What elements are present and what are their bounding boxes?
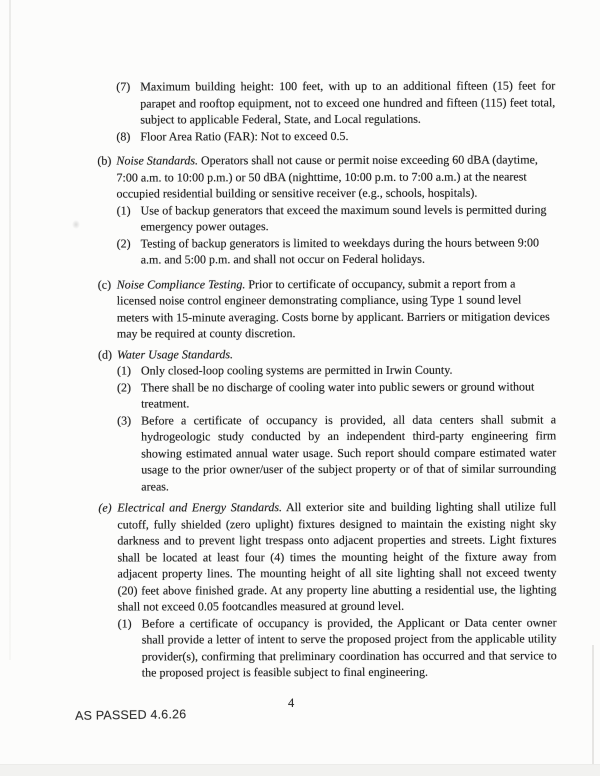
clause-7 <box>116 77 555 128</box>
clause-8 <box>116 127 555 145</box>
section-d-item-1-label: (1) <box>116 363 131 378</box>
clause-8-label: (8) <box>116 129 131 144</box>
section-b-item-1-label: (1) <box>116 203 131 218</box>
section-d <box>98 345 556 495</box>
section-d-item-2 <box>117 378 556 412</box>
section-c-heading: Noise Compliance Testing. <box>116 276 246 292</box>
document-content <box>97 77 557 681</box>
section-c-paragraph <box>117 275 556 342</box>
section-d-item-3-text: Before a certificate of occupancy is provided, all data centers shall submit a hydrogeologic study conducted by an independent third-party engineering firm showing estimated annual water usage. Such report should compare estimated water usage to the prior owner/user of the subject property or of that of similar surrounding areas. <box>141 411 557 493</box>
section-c-body: Prior to certificate of occupancy, submit a report from a licensed noise control engineer demonstrating compliance, using Type 1 sound level meters with 15-minute averaging. Costs borne by applicant. Barriers or mitigation devices may be required at county discretion. <box>116 276 550 341</box>
section-b-label: (b) <box>97 153 112 168</box>
scan-smudge <box>72 220 80 229</box>
section-e-item-1-text: Before a certificate of occupancy is provided, the Applicant or Data center owner shall provide a letter of intent to serve the proposed project from the applicable utility provider(s), confirming that preliminary coordination has occurred and that service to the proposed project is feasible subject to final engineering. <box>141 614 557 680</box>
section-b-item-2-label: (2) <box>116 236 131 251</box>
section-c-label: (c) <box>97 277 112 292</box>
section-b-item-2 <box>117 234 556 268</box>
section-b <box>97 151 555 268</box>
section-d-item-1-text: Only closed-loop cooling systems are permitted in Irwin County. <box>140 362 453 378</box>
scan-edge-bottom <box>0 764 600 776</box>
section-e-item-1 <box>118 614 557 681</box>
section-b-item-1 <box>117 201 556 235</box>
scan-edge-left <box>9 0 11 660</box>
clause-7-text: Maximum building height: 100 feet, with up to an additional fifteen (15) feet for parapet and rooftop equipment, not to exceed one hundred and fifteen (115) feet total, subject to applicable Federal, State, and Local regulations. <box>140 78 556 127</box>
section-b-paragraph <box>116 151 555 202</box>
section-e-label: (e) <box>98 500 112 515</box>
section-e-paragraph <box>117 498 556 615</box>
section-d-item-3 <box>117 411 556 495</box>
section-b-item-2-text: Testing of backup generators is limited to weekdays during the hours between 9:00 a.m. and 5:00 p.m. and shall not occur on Federal holidays. <box>140 234 540 267</box>
as-passed-stamp: AS PASSED 4.6.26 <box>74 707 187 723</box>
section-d-item-2-label: (2) <box>117 380 132 395</box>
section-b-body: Operators shall not cause or permit noise exceeding 60 dBA (daytime, 7:00 a.m. to 10:00 p.m.) or 50 dBA (nighttime, 10:00 p.m. to 7:00 a.m.) at the nearest occupied residential building or sensitive receiver (e.g., schools, hospitals). <box>116 152 538 201</box>
page-number: 4 <box>288 696 295 710</box>
section-d-heading: Water Usage Standards. <box>116 346 234 362</box>
section-d-item-2-text: There shall be no discharge of cooling water into public sewers or ground without treatment. <box>141 378 535 411</box>
section-c <box>98 275 556 342</box>
section-e-heading: Electrical and Energy Standards. <box>117 500 283 515</box>
section-e-body: All exterior site and building lighting shall utilize full cutoff, fully shielded (zero uplight) fixtures designed to maintain the existing night sky darkness and to prevent light trespass onto adjacent properties and streets. Light fixtures shall be located at least four (4) times the mounting height of the fixture away from adjacent property lines. The mounting height of all site lighting shall not exceed twenty (20) feet above finished grade. At any property line abutting a residential use, the lighting shall not exceed 0.05 footcandles measured at ground level. <box>117 499 557 614</box>
section-d-label: (d) <box>97 347 112 362</box>
section-e <box>98 498 556 681</box>
clause-7-label: (7) <box>116 79 131 94</box>
scan-edge-right <box>592 645 594 776</box>
clause-8-text: Floor Area Ratio (FAR): Not to exceed 0.5. <box>140 128 349 143</box>
section-b-heading: Noise Standards. <box>116 153 199 168</box>
section-d-paragraph <box>117 345 556 363</box>
section-b-item-1-text: Use of backup generators that exceed the maximum sound levels is permitted during emergency power outages. <box>140 201 547 234</box>
section-e-item-1-label: (1) <box>117 616 132 631</box>
section-d-item-3-label: (3) <box>117 413 132 428</box>
section-d-item-1 <box>117 361 556 379</box>
